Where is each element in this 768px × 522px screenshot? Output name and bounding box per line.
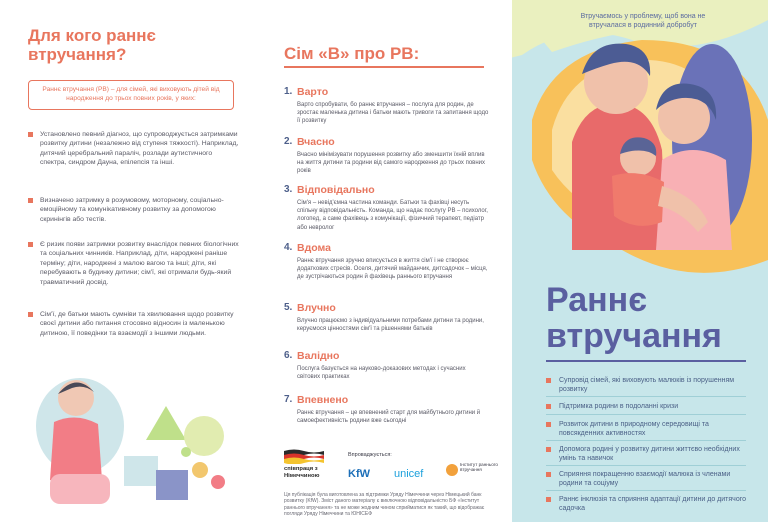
- principle-number: 3.: [284, 184, 293, 195]
- institute-logo-icon: [446, 464, 458, 476]
- principle-text: Послуга базується на науково-доказових методах і сучасних світових практиках: [297, 366, 466, 381]
- service-bullet-3: Розвиток дитини в природному середовищі та повсякденних активностях: [546, 420, 746, 438]
- coop-logo-text: співпраця з Німеччиною: [284, 466, 320, 479]
- family-illustration: [512, 0, 768, 290]
- criteria-bullet-3: Є ризик появи затримки розвитку внаслідок певних біологічних та соціальних чинників. Наприклад, діти, народжені раніше терміну; діти, народжені з малою вагою та інші; діти, які перебувають в будинку дитини; сім'ї, які отримали будь-який травматичний досвід.: [28, 240, 240, 287]
- principle-title: Відповідально: [297, 184, 375, 196]
- german-flag-icon: [284, 448, 324, 464]
- partner-logos: [284, 444, 498, 488]
- child-with-blocks-illustration: [36, 370, 236, 522]
- divider: [546, 440, 746, 441]
- principle-text: Вчасно мінімізувати порушення розвитку або зменшити їхній вплив на життя дитини та родини від самого народження до трьох повних років: [297, 152, 486, 175]
- principle-title: Впевнено: [297, 394, 349, 406]
- principle-text: Влучно працюємо з індивідуальними потребами дитини та родини, керуємося цінностями сім'ї та рішеннями батьків: [297, 318, 484, 333]
- service-bullet-5: Сприяння покращенню взаємодії малюка із членами родини та соціуму: [546, 470, 746, 488]
- audience-box: Раннє втручання (РВ) – для сімей, які виховують дітей від народження до трьох повних років, у яких:: [28, 80, 234, 110]
- middle-panel: [256, 0, 512, 522]
- principle-number: 6.: [284, 350, 293, 361]
- principle-title: Варто: [297, 86, 329, 98]
- service-bullet-2: Підтримка родини в подоланні кризи: [546, 402, 746, 411]
- divider: [546, 396, 746, 397]
- principle-title: Влучно: [297, 302, 336, 314]
- unicef-logo: unicef: [394, 468, 424, 480]
- divider: [546, 465, 746, 466]
- right-panel: [512, 0, 768, 522]
- principle-text: Раннє втручання зручно вписується в життя сім'ї і не створює додаткових стресів. Оселя, дитячий майданчик, дитсадочок – місця, де зустрічаються родин й фахівець раннього втручання: [297, 258, 488, 281]
- title-underline: [284, 66, 484, 68]
- criteria-bullet-2: Визначено затримку в розумовому, моторному, соціально-емоційному та комунікативному розвитку за допомогою скринінгів або тестів.: [28, 196, 240, 224]
- service-bullet-6: Раннє інклюзія та сприяння адаптації дитини до дитячого садочка: [546, 495, 746, 513]
- brochure-title-line-2: втручання: [546, 317, 722, 355]
- left-title: Для кого раннє втручання?: [28, 26, 156, 64]
- left-panel: [0, 0, 256, 522]
- principle-text: Варто спробувати, бо раннє втручання – послуга для родин, де зростає маленька дитина і батьки мають тривоги та запитання щодо її розвитку: [297, 102, 489, 125]
- principle-number: 5.: [284, 302, 293, 313]
- principle-text: Сім'я – невід'ємна частина команди. Батьки та фахівці несуть спільну відповідальність. Команда, що надає послугу РВ – психолог, логопед, а саме фахівець з комунікації, фізичний терапевт, педіатр або невролог: [297, 200, 488, 231]
- principle-number: 4.: [284, 242, 293, 253]
- criteria-bullet-1: Установлено певний діагноз, що супроводжується затримками розвитку дитини (незалежно від ступеня тяжкості). Наприклад, дитячий церебральний параліч, розлади аутистичного спектра, синдром Дауна, епілепсія та інші.: [28, 130, 240, 168]
- service-bullet-1: Супровід сімей, які виховують малюків із порушенням розвитку: [546, 376, 746, 394]
- kfw-logo: KfW: [348, 468, 370, 480]
- principle-number: 7.: [284, 394, 293, 405]
- principle-text: Раннє втручання – це впевнений старт для майбутнього дитини й самоефективність родини вже сьогодні: [297, 410, 481, 425]
- principle-title: Вчасно: [297, 136, 335, 148]
- criteria-bullet-4: Сім'ї, де батьки мають сумніви та хвилювання щодо розвитку своєї дитини або питання стосовно відносин із маленькою дитиною, її поведінки та взаємодії з іншими людьми.: [28, 310, 240, 338]
- middle-title: Сім «В» про РВ:: [284, 44, 420, 63]
- divider: [546, 414, 746, 415]
- principle-title: Валідно: [297, 350, 340, 362]
- divider: [546, 490, 746, 491]
- implemented-label: Впроваджується:: [348, 452, 392, 458]
- brochure-title-line-1: Раннє: [546, 281, 647, 319]
- service-bullet-4: Допомога родині у розвитку дитини життєво необхідних умінь та навичок: [546, 445, 746, 463]
- tagline: Втручаємось у проблему, щоб вона не втручалася в родинний добробут: [580, 13, 706, 29]
- institute-logo-text: Інститут раннього втручання: [460, 462, 498, 473]
- principle-number: 1.: [284, 86, 293, 97]
- disclaimer-text: Ця публікація була виготовлена за підтримки Уряду Німеччини через Німецький банк розвитку (KfW). Зміст даного матеріалу є виключною відповідальністю БФ «Інститут раннього втручання» та не може жодним чином сприйматися як такий, що відображає погляди Уряду Німеччини та ЮНІСЕФ: [284, 492, 485, 518]
- brochure-title: [546, 282, 746, 354]
- title-underline: [546, 360, 746, 362]
- principle-number: 2.: [284, 136, 293, 147]
- principle-title: Вдома: [297, 242, 331, 254]
